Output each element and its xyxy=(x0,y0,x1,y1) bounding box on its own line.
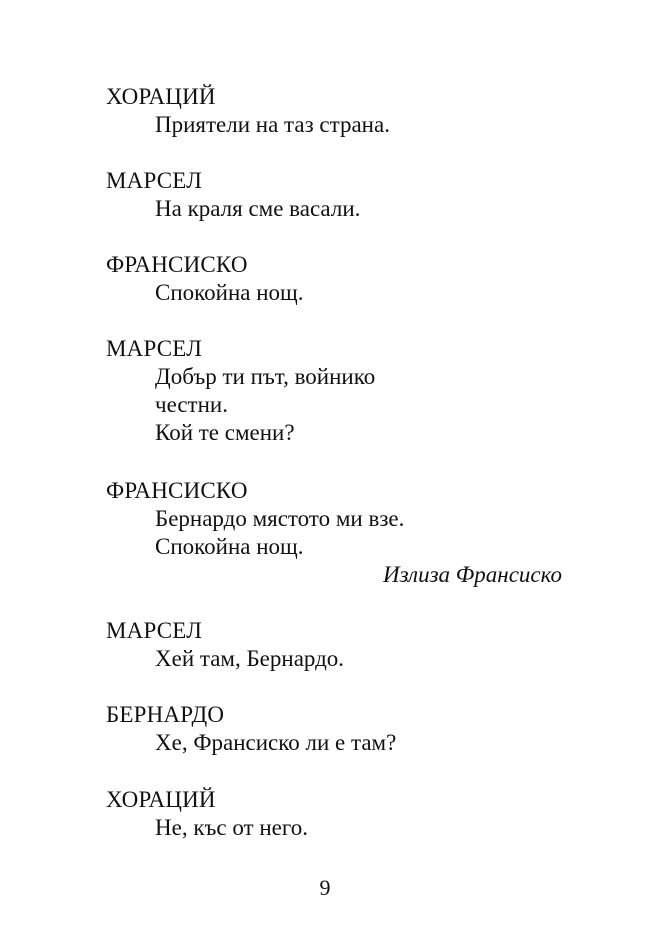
verse-line: Спокойна нощ. xyxy=(155,280,304,305)
verse-line: Не, къс от него. xyxy=(155,815,308,840)
speaker-name: БЕРНАРДО xyxy=(106,702,225,727)
speech-block xyxy=(106,477,566,561)
speaker-name: ФРАНСИСКО xyxy=(106,478,248,503)
page-number: 9 xyxy=(319,875,331,900)
verse-line: честни. xyxy=(155,392,228,417)
verse-line: Хе, Франсиско ли е там? xyxy=(155,730,397,755)
speaker-name: МАРСЕЛ xyxy=(106,168,203,193)
speaker-name: ХОРАЦИЙ xyxy=(106,787,216,812)
verse-line: На краля сме васали. xyxy=(155,196,361,221)
speech-block xyxy=(106,83,566,139)
speech-block xyxy=(106,701,566,757)
speech-block xyxy=(106,167,566,223)
verse-line: Хей там, Бернардо. xyxy=(155,646,345,671)
verse-line: Добър ти път, войнико xyxy=(155,364,376,389)
speaker-name: МАРСЕЛ xyxy=(106,618,203,643)
speaker-name: ХОРАЦИЙ xyxy=(106,84,216,109)
speaker-name: ФРАНСИСКО xyxy=(106,252,248,277)
stage-direction: Излиза Франсиско xyxy=(383,562,562,587)
verse-line: Спокойна нощ. xyxy=(155,534,304,559)
verse-line: Бернардо мястото ми взе. xyxy=(155,506,405,531)
speaker-name: МАРСЕЛ xyxy=(106,336,203,361)
speech-block xyxy=(106,786,566,842)
speech-block xyxy=(106,617,566,673)
verse-line: Приятели на таз страна. xyxy=(155,112,390,137)
speech-block xyxy=(106,251,566,307)
verse-line: Кой те смени? xyxy=(155,420,295,445)
speech-block xyxy=(106,335,566,447)
